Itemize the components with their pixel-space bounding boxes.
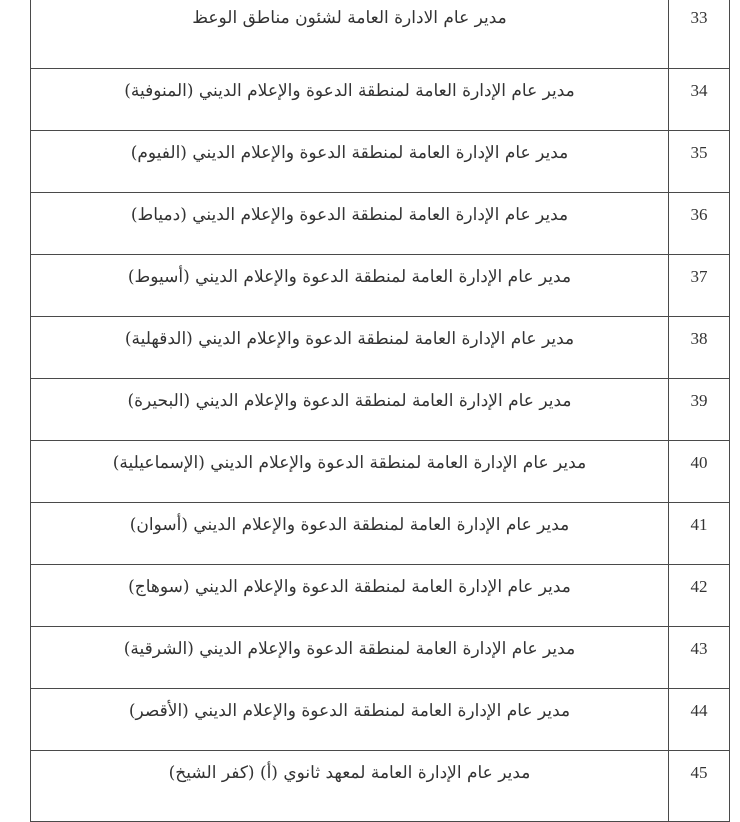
row-number: 33 [690, 8, 708, 27]
position-title-cell [31, 565, 669, 627]
row-number: 42 [690, 577, 708, 596]
position-title: مدير عام الإدارة العامة لمنطقة الدعوة والإعلام الديني (المنوفية) [124, 81, 575, 101]
table-row [31, 503, 730, 565]
position-title-cell [31, 441, 669, 503]
row-number: 37 [690, 267, 708, 286]
position-title: مدير عام الإدارة العامة لمنطقة الدعوة والإعلام الديني (الأقصر) [128, 701, 571, 721]
row-number-cell [669, 565, 730, 627]
row-number-cell [669, 689, 730, 751]
row-number: 39 [690, 391, 708, 410]
row-number: 44 [690, 701, 708, 720]
position-title-cell [31, 255, 669, 317]
row-number: 40 [690, 453, 708, 472]
position-title-cell [31, 751, 669, 822]
row-number-cell [669, 379, 730, 441]
row-number-cell [669, 751, 730, 822]
position-title: مدير عام الإدارة العامة لمنطقة الدعوة والإعلام الديني (أسوان) [129, 515, 570, 535]
position-title: مدير عام الإدارة العامة لمنطقة الدعوة والإعلام الديني (الفيوم) [130, 143, 569, 163]
position-title-cell [31, 503, 669, 565]
row-number: 35 [690, 143, 708, 162]
row-number-cell [669, 69, 730, 131]
table-row [31, 379, 730, 441]
table-row [31, 69, 730, 131]
position-title-cell [31, 193, 669, 255]
positions-table-body [31, 0, 730, 822]
position-title-cell [31, 317, 669, 379]
row-number: 45 [690, 763, 708, 782]
position-title-cell [31, 627, 669, 689]
position-title-cell [31, 379, 669, 441]
table-row [31, 441, 730, 503]
position-title: مدير عام الإدارة العامة لمنطقة الدعوة والإعلام الديني (البحيرة) [127, 391, 572, 411]
positions-table [30, 0, 730, 822]
table-row [31, 565, 730, 627]
position-title-cell [31, 689, 669, 751]
row-number-cell [669, 627, 730, 689]
row-number: 36 [690, 205, 708, 224]
row-number-cell [669, 317, 730, 379]
table-row [31, 255, 730, 317]
table-row [31, 689, 730, 751]
table-row [31, 0, 730, 69]
position-title: مدير عام الإدارة العامة لمنطقة الدعوة والإعلام الديني (الشرقية) [123, 639, 576, 659]
table-row [31, 317, 730, 379]
position-title: مدير عام الإدارة العامة لمنطقة الدعوة والإعلام الديني (الإسماعيلية) [112, 453, 587, 473]
position-title-cell [31, 131, 669, 193]
table-row [31, 193, 730, 255]
table-row [31, 751, 730, 822]
row-number-cell [669, 0, 730, 69]
row-number-cell [669, 441, 730, 503]
table-row [31, 131, 730, 193]
position-title: مدير عام الإدارة العامة لمنطقة الدعوة والإعلام الديني (الدقهلية) [124, 329, 575, 349]
position-title: مدير عام الإدارة العامة لمنطقة الدعوة والإعلام الديني (دمياط) [130, 205, 569, 225]
position-title: مدير عام الإدارة العامة لمنطقة الدعوة والإعلام الديني (سوهاج) [128, 577, 571, 597]
row-number-cell [669, 193, 730, 255]
row-number-cell [669, 503, 730, 565]
position-title: مدير عام الادارة العامة لشئون مناطق الوعظ [192, 8, 507, 28]
position-title: مدير عام الإدارة العامة لمنطقة الدعوة والإعلام الديني (أسيوط) [127, 267, 572, 287]
row-number-cell [669, 255, 730, 317]
table-row [31, 627, 730, 689]
position-title-cell [31, 69, 669, 131]
row-number: 41 [690, 515, 708, 534]
row-number: 43 [690, 639, 708, 658]
position-title-cell [31, 0, 669, 69]
row-number-cell [669, 131, 730, 193]
row-number: 34 [690, 81, 708, 100]
row-number: 38 [690, 329, 708, 348]
position-title: مدير عام الإدارة العامة لمعهد ثانوي (أ) (كفر الشيخ) [168, 763, 531, 783]
